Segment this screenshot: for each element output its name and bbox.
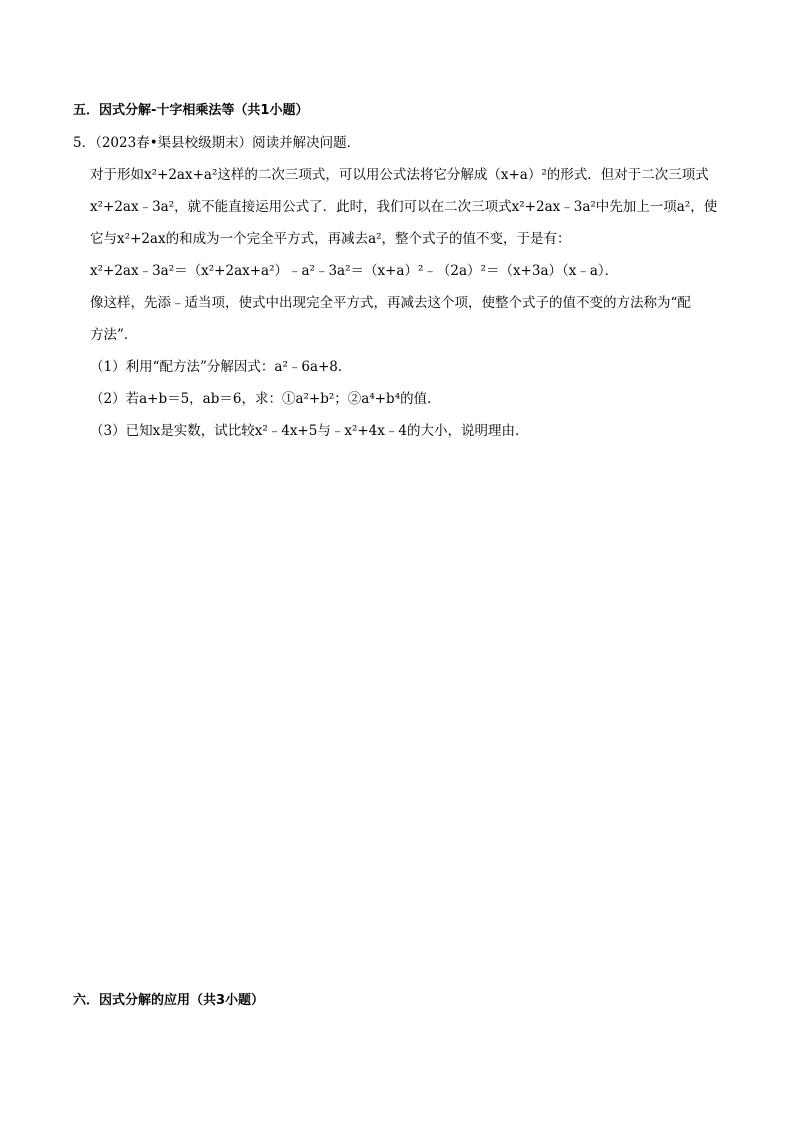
question-1: （1）利用“配方法”分解因式：a²﹣6a+8． bbox=[90, 359, 352, 375]
problem-5-text-line-6: 方法”． bbox=[90, 327, 138, 343]
section-6-heading: 六．因式分解的应用（共3小题） bbox=[73, 993, 265, 1008]
problem-5-text-line-1: 对于形如x²+2ax+a²这样的二次三项式，可以用公式法将它分解成（x+a）²的形式．但对于二次三项式 bbox=[90, 167, 709, 183]
problem-5-equation: x²+2ax﹣3a²＝（x²+2ax+a²）﹣a²﹣3a²＝（x+a）²﹣（2a）²＝（x+3a）（x﹣a）． bbox=[90, 263, 619, 279]
problem-5-text-line-3: 它与x²+2ax的和成为一个完全平方式，再减去a²，整个式子的值不变，于是有： bbox=[90, 231, 571, 247]
section-5-heading: 五．因式分解-十字相乘法等（共1小题） bbox=[73, 103, 309, 118]
problem-5-text-line-5: 像这样，先添﹣适当项，使式中出现完全平方式，再减去这个项，使整个式子的值不变的方法称为“配 bbox=[90, 295, 691, 311]
question-3: （3）已知x是实数，试比较x²﹣4x+5与﹣x²+4x﹣4的大小，说明理由． bbox=[90, 423, 529, 439]
problem-5-header: 5．（2023春•渠县校级期末）阅读并解决问题． bbox=[73, 135, 361, 151]
problem-5-text-line-2: x²+2ax﹣3a²，就不能直接运用公式了．此时，我们可以在二次三项式x²+2ax﹣3a²中先加上一项a²，使 bbox=[90, 199, 718, 215]
question-2: （2）若a+b＝5，ab＝6，求：①a²+b²；②a⁴+b⁴的值． bbox=[90, 391, 441, 407]
